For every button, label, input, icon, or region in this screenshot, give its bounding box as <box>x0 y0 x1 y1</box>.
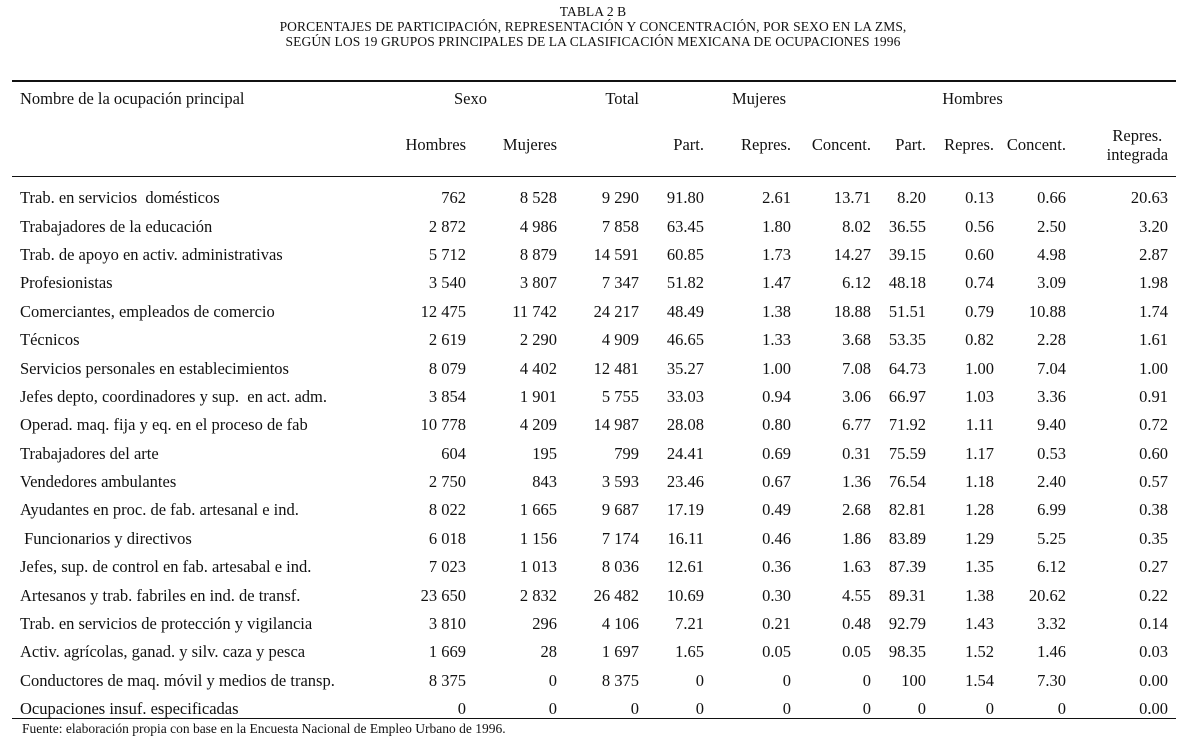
cell-hombres-concent: 7.30 <box>1037 670 1067 690</box>
cell-mujeres-part: 17.19 <box>666 500 704 520</box>
cell-hombres-repres: 0.74 <box>965 273 995 293</box>
cell-hombres-part: 100 <box>901 670 927 690</box>
cell-mujeres-concent: 0.05 <box>842 642 872 662</box>
subheader-mujeres-concent: Concent. <box>811 135 872 154</box>
cell-hombres-concent: 20.62 <box>1028 585 1067 605</box>
cell-hombres: 762 <box>441 188 466 208</box>
table-title-line-1: PORCENTAJES DE PARTICIPACIÓN, REPRESENTACIÓN Y CONCENTRACIÓN, POR SEXO EN LA ZMS, <box>279 19 907 34</box>
cell-hombres: 5 712 <box>428 244 466 264</box>
table-row <box>12 496 1176 524</box>
cell-mujeres-part: 48.49 <box>666 301 704 321</box>
table-row <box>12 383 1176 411</box>
cell-hombres-part: 53.35 <box>888 330 927 350</box>
table-row <box>12 411 1176 439</box>
cell-hombres-repres: 0 <box>985 699 995 719</box>
cell-mujeres: 4 209 <box>519 415 557 435</box>
cell-hombres-concent: 0 <box>1057 699 1067 719</box>
cell-mujeres-part: 46.65 <box>666 330 704 350</box>
cell-hombres-repres: 1.29 <box>965 528 995 548</box>
cell-repres-integrada: 0.35 <box>1139 528 1169 548</box>
cell-mujeres: 8 528 <box>519 188 557 208</box>
cell-hombres: 2 619 <box>428 330 466 350</box>
cell-total: 8 036 <box>601 557 639 577</box>
cell-repres-integrada: 3.20 <box>1139 216 1169 236</box>
cell-repres-integrada: 0.60 <box>1139 443 1169 463</box>
cell-hombres-part: 82.81 <box>888 500 927 520</box>
table-row <box>12 440 1176 468</box>
cell-hombres-concent: 2.50 <box>1037 216 1067 236</box>
subheader-hombres-part: Part. <box>895 135 927 154</box>
cell-repres-integrada: 0.03 <box>1139 642 1169 662</box>
cell-hombres: 3 854 <box>428 386 466 406</box>
cell-total: 24 217 <box>593 301 639 321</box>
cell-hombres: 8 375 <box>428 670 466 690</box>
cell-mujeres-part: 0 <box>695 699 704 719</box>
table-row <box>12 667 1176 695</box>
cell-hombres-repres: 1.35 <box>965 557 995 577</box>
cell-total: 14 987 <box>593 415 639 435</box>
cell-hombres: 2 750 <box>428 472 466 492</box>
cell-repres-integrada: 0.14 <box>1139 614 1169 634</box>
table-row <box>12 269 1176 297</box>
cell-mujeres-repres: 1.33 <box>762 330 791 350</box>
cell-repres-integrada: 0.91 <box>1139 386 1169 406</box>
cell-total: 4 909 <box>601 330 639 350</box>
cell-hombres: 604 <box>441 443 466 463</box>
cell-total: 799 <box>614 443 639 463</box>
cell-mujeres-concent: 1.63 <box>842 557 872 577</box>
cell-mujeres-repres: 0.36 <box>762 557 791 577</box>
cell-hombres-concent: 2.28 <box>1037 330 1067 350</box>
cell-hombres-concent: 3.09 <box>1037 273 1067 293</box>
cell-mujeres-repres: 0.94 <box>762 386 791 406</box>
cell-mujeres-concent: 3.06 <box>842 386 872 406</box>
cell-mujeres-repres: 0.49 <box>762 500 791 520</box>
cell-mujeres-part: 33.03 <box>666 386 704 406</box>
cell-mujeres-repres: 0.05 <box>762 642 791 662</box>
header-hombres: Hombres <box>942 89 1003 108</box>
cell-hombres-concent: 7.04 <box>1037 358 1067 378</box>
cell-mujeres-part: 0 <box>695 670 704 690</box>
header-row-2 <box>12 114 1176 176</box>
cell-hombres-part: 48.18 <box>888 273 927 293</box>
cell-mujeres-part: 7.21 <box>675 614 704 634</box>
cell-mujeres-repres: 1.47 <box>762 273 791 293</box>
cell-mujeres-repres: 0 <box>782 699 791 719</box>
cell-repres-integrada: 1.61 <box>1139 330 1169 350</box>
subheader-hombres-repres: Repres. <box>944 135 995 154</box>
cell-mujeres-concent: 0 <box>862 670 872 690</box>
cell-hombres-part: 39.15 <box>888 244 927 264</box>
cell-hombres-repres: 1.03 <box>965 386 995 406</box>
cell-mujeres-concent: 7.08 <box>842 358 872 378</box>
cell-hombres-part: 87.39 <box>888 557 927 577</box>
table-row <box>12 468 1176 496</box>
table-row <box>12 298 1176 326</box>
cell-mujeres-concent: 0 <box>862 699 872 719</box>
cell-hombres-repres: 0.60 <box>965 244 995 264</box>
cell-total: 9 290 <box>601 188 639 208</box>
cell-total: 26 482 <box>593 585 639 605</box>
cell-mujeres-part: 12.61 <box>666 557 704 577</box>
cell-mujeres-concent: 4.55 <box>842 585 872 605</box>
source-note: Fuente: elaboración propia con base en la Encuesta Nacional de Empleo Urbano de 1996. <box>22 721 506 736</box>
cell-mujeres-concent: 1.86 <box>842 528 872 548</box>
cell-total: 14 591 <box>593 244 639 264</box>
cell-hombres: 3 540 <box>428 273 466 293</box>
cell-hombres: 8 079 <box>428 358 466 378</box>
cell-hombres-part: 0 <box>917 699 927 719</box>
cell-hombres: 10 778 <box>420 415 466 435</box>
cell-repres-integrada: 0.27 <box>1139 557 1169 577</box>
cell-hombres: 3 810 <box>428 614 466 634</box>
cell-mujeres-repres: 0 <box>782 670 791 690</box>
cell-hombres-repres: 1.28 <box>965 500 995 520</box>
occupation-name: Servicios personales en establecimientos <box>20 358 289 378</box>
cell-mujeres-concent: 14.27 <box>833 244 872 264</box>
cell-hombres-part: 92.79 <box>888 614 927 634</box>
occupation-name: Activ. agrícolas, ganad. y silv. caza y pesca <box>20 642 306 662</box>
cell-hombres-part: 36.55 <box>888 216 927 236</box>
cell-hombres-repres: 1.52 <box>965 642 995 662</box>
header-sexo: Sexo <box>454 89 487 108</box>
cell-hombres: 6 018 <box>428 528 466 548</box>
cell-hombres-repres: 0.79 <box>965 301 995 321</box>
cell-total: 7 174 <box>601 528 639 548</box>
cell-mujeres-concent: 3.68 <box>842 330 872 350</box>
cell-mujeres-part: 28.08 <box>666 415 704 435</box>
cell-mujeres-repres: 0.46 <box>762 528 791 548</box>
cell-mujeres: 28 <box>540 642 557 662</box>
cell-mujeres-repres: 1.80 <box>762 216 791 236</box>
cell-repres-integrada: 0.72 <box>1139 415 1169 435</box>
data-table <box>12 84 1176 723</box>
cell-hombres: 0 <box>457 699 466 719</box>
cell-hombres-part: 75.59 <box>888 443 927 463</box>
header-total: Total <box>605 89 639 108</box>
cell-mujeres-concent: 0.31 <box>842 443 872 463</box>
cell-mujeres-part: 63.45 <box>666 216 704 236</box>
subheader-repres-integrada: Repres. integrada <box>1106 125 1169 164</box>
cell-hombres-part: 66.97 <box>888 386 927 406</box>
cell-total: 8 375 <box>601 670 639 690</box>
cell-mujeres: 0 <box>548 670 557 690</box>
occupation-name: Artesanos y trab. fabriles en ind. de transf. <box>20 585 301 605</box>
cell-mujeres-concent: 6.77 <box>842 415 872 435</box>
cell-mujeres: 195 <box>532 443 557 463</box>
cell-repres-integrada: 1.74 <box>1139 301 1169 321</box>
cell-repres-integrada: 1.98 <box>1139 273 1169 293</box>
cell-hombres: 12 475 <box>420 301 466 321</box>
occupation-name: Jefes depto, coordinadores y sup. en act. adm. <box>20 386 327 406</box>
cell-total: 7 347 <box>601 273 639 293</box>
subheader-hombres-concent: Concent. <box>1006 135 1067 154</box>
cell-mujeres-repres: 0.21 <box>762 614 791 634</box>
occupation-name: Técnicos <box>20 330 80 350</box>
cell-total: 7 858 <box>601 216 639 236</box>
cell-hombres-part: 51.51 <box>888 301 927 321</box>
cell-mujeres-repres: 1.00 <box>762 358 791 378</box>
occupation-name: Trab. en servicios domésticos <box>20 188 220 208</box>
table-row <box>12 184 1176 212</box>
cell-mujeres-part: 10.69 <box>666 585 704 605</box>
cell-mujeres-part: 91.80 <box>666 188 704 208</box>
cell-repres-integrada: 0.38 <box>1139 500 1169 520</box>
cell-mujeres-repres: 0.80 <box>762 415 791 435</box>
cell-total: 1 697 <box>601 642 639 662</box>
cell-hombres-concent: 6.99 <box>1037 500 1067 520</box>
cell-total: 9 687 <box>601 500 639 520</box>
cell-hombres-part: 98.35 <box>888 642 927 662</box>
cell-hombres-part: 76.54 <box>888 472 927 492</box>
cell-mujeres-concent: 8.02 <box>842 216 872 236</box>
cell-mujeres-repres: 1.38 <box>762 301 791 321</box>
cell-hombres-repres: 1.11 <box>965 415 995 435</box>
table-caption <box>0 4 1186 49</box>
cell-total: 4 106 <box>601 614 639 634</box>
cell-mujeres: 0 <box>548 699 557 719</box>
cell-total: 0 <box>630 699 639 719</box>
cell-hombres-repres: 1.43 <box>965 614 995 634</box>
cell-hombres-part: 83.89 <box>888 528 927 548</box>
table-row <box>12 525 1176 553</box>
occupation-name: Operad. maq. fija y eq. en el proceso de fab <box>20 415 308 435</box>
cell-mujeres-repres: 2.61 <box>762 188 791 208</box>
table-row <box>12 326 1176 354</box>
cell-hombres-concent: 2.40 <box>1037 472 1067 492</box>
cell-repres-integrada: 20.63 <box>1130 188 1169 208</box>
cell-mujeres-part: 51.82 <box>666 273 704 293</box>
subheader-mujeres-repres: Repres. <box>741 135 791 154</box>
cell-repres-integrada: 2.87 <box>1139 244 1169 264</box>
cell-hombres-part: 89.31 <box>888 585 927 605</box>
cell-hombres-concent: 1.46 <box>1037 642 1067 662</box>
cell-hombres: 7 023 <box>428 557 466 577</box>
cell-hombres: 1 669 <box>428 642 466 662</box>
subheader-mujeres: Mujeres <box>502 135 557 154</box>
occupation-name: Trabajadores del arte <box>20 443 159 463</box>
occupation-name: Ayudantes en proc. de fab. artesanal e ind. <box>20 500 299 520</box>
occupation-name: Ocupaciones insuf. especificadas <box>20 699 239 719</box>
occupation-name: Trab. en servicios de protección y vigilancia <box>20 614 313 634</box>
occupation-name: Vendedores ambulantes <box>20 472 177 492</box>
cell-mujeres: 11 742 <box>512 301 557 321</box>
table-row <box>12 241 1176 269</box>
occupation-name: Funcionarios y directivos <box>20 528 192 548</box>
cell-hombres: 23 650 <box>420 585 466 605</box>
cell-hombres-repres: 0.13 <box>965 188 995 208</box>
cell-mujeres: 2 832 <box>519 585 557 605</box>
cell-hombres-concent: 3.32 <box>1037 614 1067 634</box>
cell-hombres: 2 872 <box>428 216 466 236</box>
cell-mujeres: 8 879 <box>519 244 557 264</box>
cell-mujeres: 4 986 <box>519 216 557 236</box>
cell-mujeres-repres: 0.67 <box>762 472 791 492</box>
table-number: TABLA 2 B <box>559 4 627 19</box>
cell-mujeres-part: 23.46 <box>666 472 704 492</box>
cell-hombres-concent: 3.36 <box>1037 386 1067 406</box>
cell-total: 12 481 <box>593 358 639 378</box>
cell-mujeres-part: 60.85 <box>666 244 704 264</box>
cell-mujeres: 2 290 <box>519 330 557 350</box>
table-title-line-2: SEGÚN LOS 19 GRUPOS PRINCIPALES DE LA CLASIFICACIÓN MEXICANA DE OCUPACIONES 1996 <box>285 34 901 49</box>
table-row <box>12 610 1176 638</box>
cell-hombres-repres: 1.54 <box>965 670 995 690</box>
cell-hombres-concent: 0.66 <box>1037 188 1067 208</box>
cell-mujeres: 1 013 <box>519 557 557 577</box>
cell-hombres-repres: 1.00 <box>965 358 995 378</box>
cell-hombres-concent: 4.98 <box>1037 244 1067 264</box>
cell-hombres-part: 64.73 <box>888 358 927 378</box>
table-row <box>12 212 1176 240</box>
cell-mujeres-repres: 0.30 <box>762 585 791 605</box>
occupation-name: Comerciantes, empleados de comercio <box>20 301 275 321</box>
header-name: Nombre de la ocupación principal <box>20 89 245 108</box>
cell-hombres-repres: 0.56 <box>965 216 995 236</box>
cell-mujeres-part: 35.27 <box>666 358 704 378</box>
cell-total: 5 755 <box>601 386 639 406</box>
cell-hombres-repres: 1.17 <box>965 443 995 463</box>
cell-hombres-part: 71.92 <box>888 415 927 435</box>
cell-hombres-repres: 1.18 <box>965 472 995 492</box>
cell-mujeres-repres: 0.69 <box>762 443 791 463</box>
cell-hombres-part: 8.20 <box>897 188 927 208</box>
cell-hombres-concent: 5.25 <box>1037 528 1067 548</box>
occupation-name: Trab. de apoyo en activ. administrativas <box>20 244 283 264</box>
table-row <box>12 638 1176 666</box>
table-row <box>12 354 1176 382</box>
cell-hombres: 8 022 <box>428 500 466 520</box>
cell-repres-integrada: 0.22 <box>1139 585 1169 605</box>
cell-repres-integrada: 1.00 <box>1139 358 1169 378</box>
cell-mujeres: 4 402 <box>519 358 557 378</box>
cell-mujeres-concent: 18.88 <box>833 301 872 321</box>
header-row-1 <box>12 84 1176 114</box>
header-mujeres: Mujeres <box>731 89 787 108</box>
cell-repres-integrada: 0.57 <box>1139 472 1169 492</box>
cell-hombres-concent: 9.40 <box>1037 415 1067 435</box>
cell-hombres-concent: 6.12 <box>1037 557 1067 577</box>
table-row <box>12 581 1176 609</box>
cell-hombres-repres: 0.82 <box>965 330 995 350</box>
top-rule <box>12 80 1176 82</box>
table-row <box>12 553 1176 581</box>
cell-mujeres: 3 807 <box>519 273 557 293</box>
cell-repres-integrada: 0.00 <box>1139 699 1169 719</box>
cell-mujeres: 1 156 <box>519 528 557 548</box>
cell-mujeres-repres: 1.73 <box>762 244 791 264</box>
cell-mujeres-part: 24.41 <box>666 443 704 463</box>
cell-mujeres-concent: 0.48 <box>842 614 872 634</box>
cell-repres-integrada: 0.00 <box>1139 670 1169 690</box>
cell-mujeres: 296 <box>532 614 557 634</box>
cell-mujeres-concent: 1.36 <box>842 472 872 492</box>
cell-hombres-concent: 0.53 <box>1037 443 1067 463</box>
subheader-mujeres-part: Part. <box>673 135 704 154</box>
occupation-name: Profesionistas <box>20 273 113 293</box>
cell-hombres-concent: 10.88 <box>1028 301 1067 321</box>
cell-mujeres: 843 <box>532 472 557 492</box>
cell-mujeres: 1 901 <box>519 386 557 406</box>
cell-mujeres: 1 665 <box>519 500 557 520</box>
occupation-name: Jefes, sup. de control en fab. artesabal e ind. <box>20 557 312 577</box>
cell-mujeres-part: 16.11 <box>667 528 704 548</box>
occupation-name: Trabajadores de la educación <box>20 216 213 236</box>
cell-mujeres-concent: 13.71 <box>833 188 872 208</box>
subheader-hombres: Hombres <box>405 135 466 154</box>
table-row <box>12 695 1176 723</box>
cell-mujeres-concent: 2.68 <box>842 500 872 520</box>
cell-mujeres-part: 1.65 <box>675 642 704 662</box>
cell-hombres-repres: 1.38 <box>965 585 995 605</box>
occupation-name: Conductores de maq. móvil y medios de transp. <box>20 670 335 690</box>
cell-mujeres-concent: 6.12 <box>842 273 872 293</box>
cell-total: 3 593 <box>601 472 639 492</box>
